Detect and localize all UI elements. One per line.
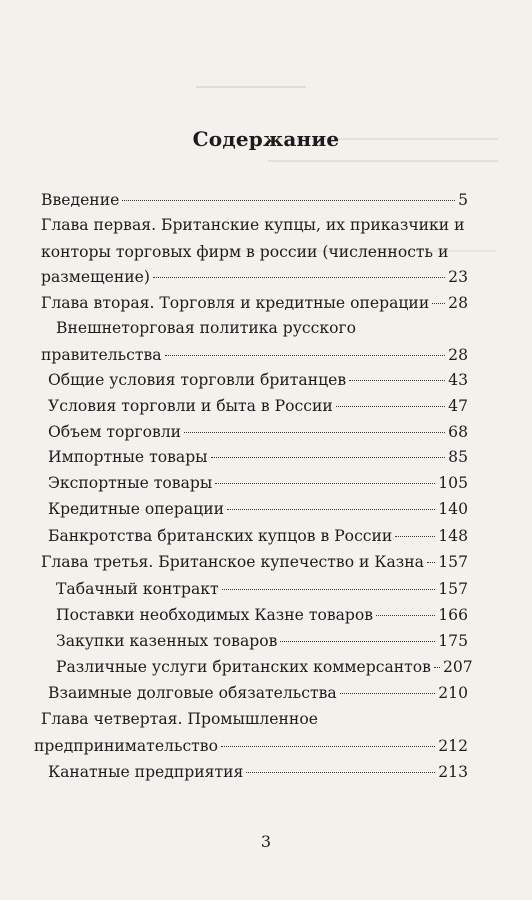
toc-page-number: 157 [438,553,468,571]
dot-leader [215,483,435,484]
toc-entry [56,629,468,654]
toc-entry-title-cont: правительства [41,346,162,364]
toc-entry [48,445,468,470]
toc-page-number: 207 [442,658,473,676]
toc-entry-title: Канатные предприятия [48,763,244,781]
toc-entry-title: Объем торговли [48,423,182,441]
toc-entry-title-cont: конторы торговых фирм в россии (численность и [41,243,449,261]
toc-page-number: 23 [448,268,468,286]
dot-leader [153,277,445,278]
toc-entry-title: Взаимные долговые обязательства [48,684,337,702]
toc-page-number: 5 [458,191,468,209]
toc-entry [41,265,468,290]
toc-entry [48,760,468,785]
toc-entry-title: Глава первая. Британские купцы, их приказчики и [41,216,465,234]
dot-leader [184,432,445,433]
show-through-text [196,86,306,98]
toc-page-number: 175 [438,632,468,650]
toc-page-number: 213 [438,763,468,781]
toc-page-number: 68 [448,423,468,441]
dot-leader [432,303,445,304]
toc-entry-title: Глава третья. Британское купечество и Казна [41,553,424,571]
dot-leader [427,562,435,563]
toc-entry [48,524,468,549]
dot-leader [376,615,435,616]
toc-entry-title: Закупки казенных товаров [56,632,278,650]
toc-entry-title: Внешнеторговая политика русского [56,319,357,337]
toc-entry-title-cont: размещение) [41,268,150,286]
dot-leader [221,746,435,747]
toc-entry-title: Импортные товары [48,448,208,466]
toc-entry [41,343,468,368]
toc-page-number: 166 [438,606,468,624]
dot-leader [122,200,455,201]
toc-page-number: 43 [448,371,468,389]
toc-entry-title: Различные услуги британских коммерсантов [56,658,431,676]
dot-leader [280,641,435,642]
dot-leader [336,406,445,407]
toc-entry-title: Банкротства британских купцов в России [48,527,393,545]
toc-entry [56,577,468,602]
toc-page-number: 105 [438,474,468,492]
show-through-text [268,160,498,172]
toc-entry-title: Глава четвертая. Промышленное [41,710,318,728]
toc-entry [41,188,468,213]
dot-leader [349,380,445,381]
toc-page-number: 47 [448,397,468,415]
toc-entry-title: Экспортные товары [48,474,213,492]
dot-leader [340,693,436,694]
toc-entry [48,368,468,393]
dot-leader [434,667,440,668]
toc-entry [48,681,468,706]
toc-entry-title: Табачный контракт [56,580,219,598]
dot-leader [395,536,435,537]
toc-page-number: 210 [438,684,468,702]
toc-page-number: 28 [448,346,468,364]
toc-entry [41,550,468,575]
toc-page-number: 157 [438,580,468,598]
toc-entry [41,291,468,316]
toc-entry [48,471,468,496]
toc-entry-title: Общие условия торговли британцев [48,371,347,389]
toc-entry [34,734,468,759]
toc-page-number: 140 [438,500,468,518]
toc-entry-title: Кредитные операции [48,500,224,518]
toc-page-number: 148 [438,527,468,545]
toc-entry-title: Условия торговли и быта в России [48,397,333,415]
toc-page-number: 28 [448,294,468,312]
toc-entry-title: Введение [41,191,120,209]
toc-entry-title: Глава вторая. Торговля и кредитные операции [41,294,430,312]
dot-leader [211,457,446,458]
toc-page-number: 212 [438,737,468,755]
toc-entry-title: Поставки необходимых Казне товаров [56,606,374,624]
toc-entry [48,420,468,445]
toc-entry-title-cont: предпринимательство [34,737,218,755]
toc-entry [48,497,468,522]
page-number: 3 [260,832,272,851]
dot-leader [165,355,446,356]
toc-entry [48,394,468,419]
page-title: Содержание [192,127,340,151]
toc-entry [56,603,468,628]
dot-leader [227,509,435,510]
toc-page-number: 85 [448,448,468,466]
toc-entry [56,655,473,680]
dot-leader [222,589,436,590]
dot-leader [246,772,435,773]
